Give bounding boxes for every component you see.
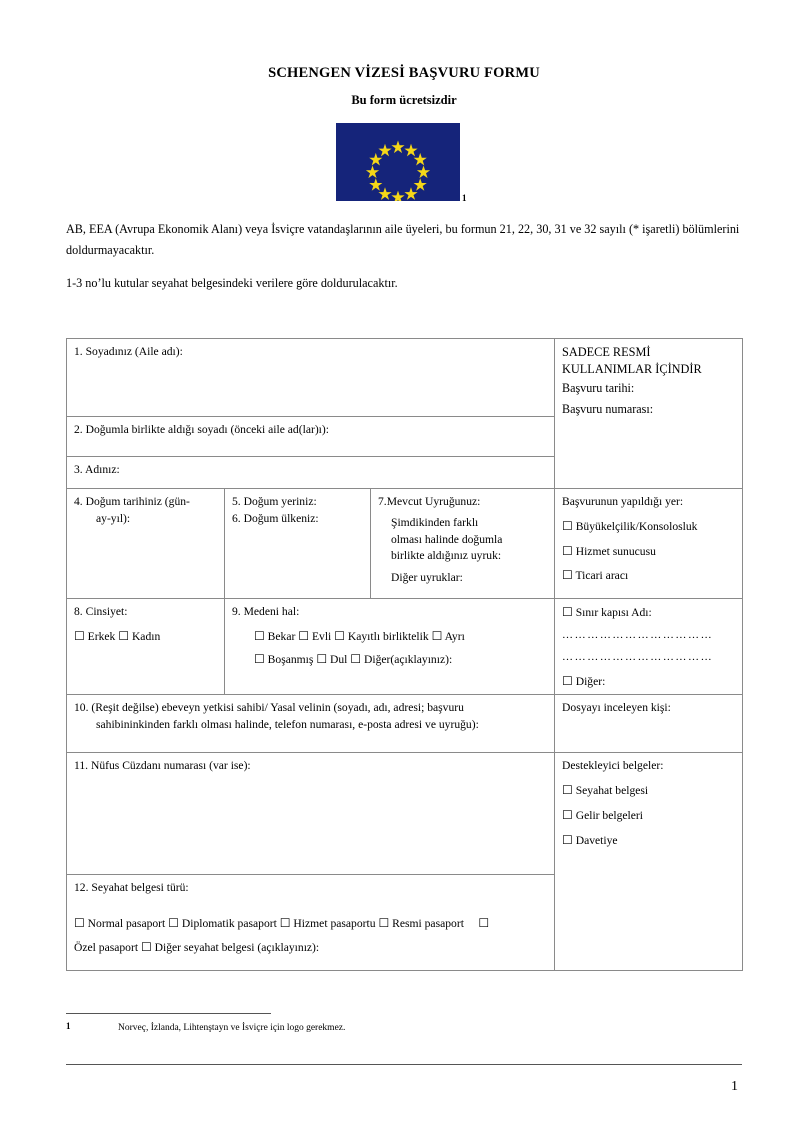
checkbox-official-passport-label: Resmi pasaport [392, 917, 464, 931]
checkbox-border-other-label: Diğer: [575, 674, 606, 688]
field-birth-place-country[interactable] [225, 489, 371, 599]
field-birth-surname-label: 2. Doğumla birlikte aldığı soyadı (önceki aile ad(lar)ı): [74, 423, 329, 436]
field-surname[interactable] [67, 339, 555, 417]
flag-footnote-marker: 1 [462, 193, 467, 203]
checkbox-icon: ☐ [562, 568, 573, 583]
checkbox-marital-other-label: Diğer(açıklayınız): [363, 652, 453, 666]
checkbox-invitation[interactable] [562, 832, 735, 850]
checkbox-sex-male-label: Erkek [87, 629, 116, 643]
checkbox-icon: ☐ [140, 940, 152, 955]
checkbox-diplomatic-passport[interactable] [168, 917, 277, 930]
checkbox-icon: ☐ [562, 673, 573, 688]
checkbox-special-passport[interactable] [467, 917, 489, 930]
checkbox-travel-document-label: Seyahat belgesi [575, 784, 649, 798]
checkbox-icon: ☐ [562, 605, 573, 619]
field-firstname[interactable] [67, 457, 555, 489]
checkbox-icon: ☐ [562, 783, 573, 798]
checkbox-separated[interactable] [432, 630, 465, 643]
checkbox-other-travel-document-label: Diğer seyahat belgesi (açıklayınız): [154, 941, 320, 955]
checkbox-ordinary-passport[interactable] [74, 917, 165, 930]
page-title: SCHENGEN VİZESİ BAŞVURU FORMU [268, 65, 540, 81]
field-birth-country-label: 6. Doğum ülkeniz: [232, 511, 319, 525]
field-nationality[interactable] [371, 489, 555, 599]
checkbox-married[interactable] [298, 630, 331, 643]
sex-options-row [74, 628, 217, 646]
visa-application-table [66, 338, 743, 971]
checkbox-separated-label: Ayrı [444, 629, 465, 643]
checkbox-icon: ☐ [279, 916, 291, 931]
checkbox-travel-document[interactable] [562, 782, 735, 800]
checkbox-icon: ☐ [378, 916, 390, 931]
checkbox-widowed-label: Dul [330, 652, 348, 666]
checkbox-icon: ☐ [254, 628, 265, 643]
field-sex [67, 599, 225, 695]
supporting-documents-block [555, 753, 743, 971]
field-marital-status [225, 599, 555, 695]
footnote-text: Norveç, İzlanda, Lihtenştayn ve İsviçre için logo gerekmez. [118, 1023, 346, 1033]
checkbox-invitation-label: Davetiye [575, 833, 618, 847]
checkbox-icon: ☐ [334, 628, 345, 643]
checkbox-icon: ☐ [254, 651, 265, 666]
table-row-q10 [67, 695, 743, 753]
checkbox-diplomatic-passport-label: Diplomatik pasaport [181, 917, 277, 931]
official-use-title-line2: KULLANIMLAR İÇİNDİR [562, 361, 702, 376]
application-place-block [555, 489, 743, 599]
checkbox-divorced[interactable] [254, 653, 313, 666]
checkbox-registered-partnership[interactable] [334, 630, 429, 643]
checkbox-icon: ☐ [118, 628, 130, 643]
checkbox-service-passport-label: Hizmet pasaportu [293, 917, 376, 931]
application-number-label[interactable]: Başvuru numarası: [562, 401, 654, 416]
checkbox-icon: ☐ [562, 518, 573, 533]
checkbox-border-crossing-name-label: Sınır kapısı Adı: [575, 606, 652, 619]
checkbox-single[interactable] [254, 630, 295, 643]
checkbox-service-provider-label: Hizmet sunucusu [575, 544, 656, 558]
checkbox-embassy-consulate[interactable] [562, 518, 735, 536]
checkbox-means-of-subsistence-label: Gelir belgeleri [575, 809, 643, 823]
field-marital-status-label: 9. Medeni hal: [232, 605, 300, 618]
table-row-q4-q7 [67, 489, 743, 599]
checkbox-registered-partnership-label: Kayıtlı birliktelik [347, 629, 429, 643]
checkbox-commercial-intermediary[interactable] [562, 567, 735, 585]
supporting-documents-label: Destekleyici belgeler: [562, 759, 664, 773]
footnote-marker: 1 [66, 1021, 71, 1031]
checkbox-single-label: Bekar [267, 629, 296, 643]
field-birth-date-label-line2: ay-yıl): [96, 511, 131, 525]
application-place-label: Başvurunun yapıldığı yer: [562, 495, 684, 508]
checkbox-icon: ☐ [74, 628, 85, 643]
field-travel-document-type-label: 12. Seyahat belgesi türü: [74, 881, 189, 895]
page-subtitle: Bu form ücretsizdir [351, 93, 457, 107]
eu-flag-icon [336, 123, 460, 201]
field-birth-surname[interactable] [67, 417, 555, 457]
page-number: 1 [731, 1079, 738, 1094]
field-parental-authority-label-line1: 10. (Reşit değilse) ebeveyn yetkisi sahibi/ Yasal velinin (soyadı, adı, adresi; başvuru [74, 701, 464, 715]
checkbox-sex-female-label: Kadın [131, 629, 161, 643]
field-surname-label: 1. Soyadınız (Aile adı): [74, 345, 183, 358]
checkbox-sex-male[interactable] [74, 630, 115, 643]
field-current-nationality-label: 7.Mevcut Uyruğunuz: [378, 495, 481, 508]
checkbox-official-passport[interactable] [378, 917, 463, 930]
field-birth-date-label-line1: 4. Doğum tarihiniz (gün- [74, 495, 190, 508]
checkbox-means-of-subsistence[interactable] [562, 807, 735, 825]
footer-divider [66, 1064, 742, 1065]
checkbox-service-provider[interactable] [562, 543, 735, 561]
eu-flag-container [336, 123, 467, 203]
checkbox-icon: ☐ [431, 628, 443, 643]
field-birth-nationality-label-line3: birlikte aldığınız uyruk: [391, 549, 502, 563]
border-crossing-dots-line1[interactable]: ……………………………… [562, 628, 714, 641]
field-other-nationalities-label: Diğer uyruklar: [391, 571, 463, 585]
field-travel-document-type [67, 875, 555, 971]
file-reviewer-block[interactable] [555, 695, 743, 753]
file-reviewer-label: Dosyayı inceleyen kişi: [562, 701, 671, 715]
checkbox-marital-other[interactable] [350, 653, 452, 666]
field-national-id[interactable] [67, 753, 555, 875]
field-birth-date[interactable] [67, 489, 225, 599]
checkbox-icon: ☐ [298, 628, 310, 643]
field-birth-place-label: 5. Doğum yeriniz: [232, 495, 317, 508]
checkbox-divorced-label: Boşanmış [267, 652, 314, 666]
table-row-q8-q9 [67, 599, 743, 695]
checkbox-service-passport[interactable] [280, 917, 376, 930]
field-birth-nationality-label-line2: olması halinde doğumla [391, 532, 503, 546]
table-row-q1 [67, 339, 743, 417]
official-use-title-line1: SADECE RESMİ [562, 345, 651, 359]
travel-document-options-row-2 [74, 939, 547, 957]
checkbox-border-crossing-name[interactable] [562, 604, 735, 622]
intro-paragraph-1: AB, EEA (Avrupa Ekonomik Alanı) veya İsviçre vatandaşlarının aile üyeleri, bu formun 21, 22, 30, 31 ve 32 sayılı (* işaretli) bölümlerini doldurmayacaktır. [66, 222, 740, 258]
marital-options-row-1 [232, 628, 547, 646]
table-row-q11 [67, 753, 743, 875]
checkbox-embassy-consulate-label: Büyükelçilik/Konsolosluk [575, 519, 698, 533]
travel-document-options-row-1 [74, 915, 547, 933]
intro-paragraph-2: 1-3 no’lu kutular seyahat belgesindeki verilere göre doldurulacaktır. [66, 276, 398, 290]
field-parental-authority[interactable] [67, 695, 555, 753]
field-national-id-label: 11. Nüfus Cüzdanı numarası (var ise): [74, 759, 251, 773]
checkbox-icon: ☐ [350, 651, 362, 666]
field-birth-nationality-label-line1: Şimdikinden farklı [391, 515, 479, 529]
checkbox-icon: ☐ [562, 543, 573, 558]
official-use-block [555, 339, 743, 489]
checkbox-icon: ☐ [316, 651, 328, 666]
field-parental-authority-label-line2: sahibininkinden farklı olması halinde, telefon numarası, e-posta adresi ve uyruğu): [96, 718, 479, 732]
checkbox-icon: ☐ [168, 916, 179, 931]
application-date-label[interactable]: Başvuru tarihi: [562, 381, 635, 396]
border-crossing-dots-line2[interactable]: ……………………………… [562, 650, 714, 663]
checkbox-other-travel-document[interactable] [141, 941, 319, 954]
checkbox-special-passport-label: Özel pasaport [74, 941, 139, 955]
checkbox-sex-female[interactable] [118, 630, 160, 643]
checkbox-icon: ☐ [74, 916, 85, 931]
field-firstname-label: 3. Adınız: [74, 463, 120, 476]
marital-options-row-2 [232, 651, 547, 669]
footnote-divider [66, 1013, 271, 1014]
checkbox-icon: ☐ [562, 808, 573, 823]
field-sex-label: 8. Cinsiyet: [74, 605, 128, 618]
border-crossing-block [555, 599, 743, 695]
checkbox-icon: ☐ [478, 916, 490, 931]
checkbox-icon: ☐ [562, 832, 573, 847]
checkbox-border-other[interactable] [562, 673, 735, 691]
checkbox-married-label: Evli [311, 629, 332, 643]
checkbox-widowed[interactable] [316, 653, 347, 666]
checkbox-ordinary-passport-label: Normal pasaport [87, 917, 166, 931]
checkbox-commercial-intermediary-label: Ticari aracı [575, 569, 629, 583]
